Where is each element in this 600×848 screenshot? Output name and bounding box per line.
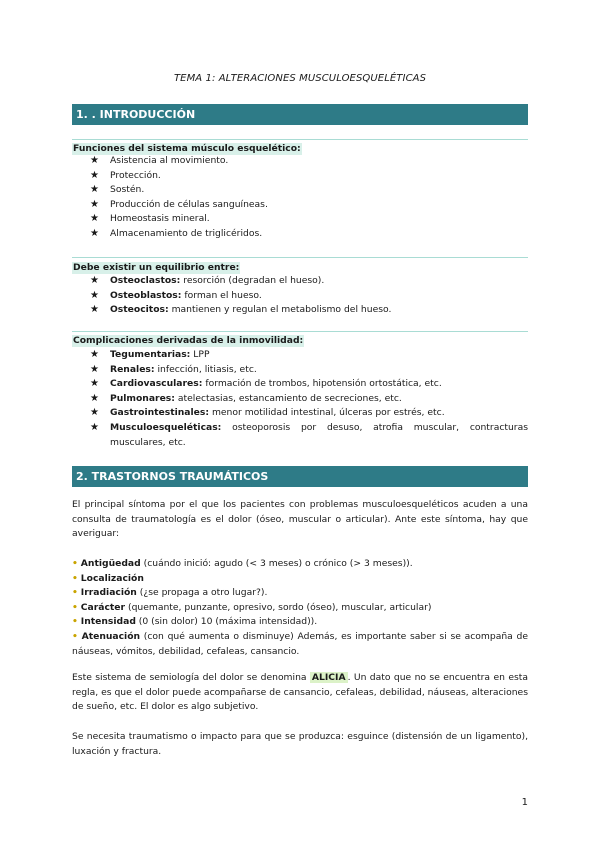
star-icon: ★ (90, 349, 99, 360)
list-item: ★ Protección. (72, 169, 528, 184)
star-icon: ★ (90, 378, 99, 390)
star-icon: ★ (90, 155, 99, 166)
star-icon: ★ (90, 304, 99, 316)
list-item: ★ Cardiovasculares: formación de trombos, hipotensión ortostática, etc. (72, 377, 528, 392)
list-item: ★ Tegumentarias: LPP (72, 348, 528, 363)
list-item: ★ Almacenamiento de triglicéridos. (72, 227, 528, 242)
divider (72, 257, 528, 258)
list-item: • Carácter (quemante, punzante, opresivo, sordo (óseo), muscular, articular) (72, 601, 432, 613)
star-icon: ★ (90, 184, 99, 196)
star-icon: ★ (90, 227, 99, 239)
alicia-list (72, 557, 528, 659)
list-item: ★ Gastrointestinales: menor motilidad intestinal, úlceras por estrés, etc. (72, 406, 528, 421)
funciones-list (72, 154, 528, 242)
list-item: ★ Sostén. (72, 183, 528, 198)
star-icon: ★ (90, 407, 99, 419)
list-item: • Intensidad (0 (sin dolor) 10 (máxima intensidad)). (72, 616, 318, 628)
list-item: ★ Osteoclastos: resorción (degradan el hueso). (72, 274, 528, 289)
star-icon: ★ (90, 392, 99, 404)
divider (72, 331, 528, 332)
star-icon: ★ (90, 169, 99, 181)
list-item: ★ Asistencia al movimiento. (72, 154, 528, 169)
list-item: ★ Producción de células sanguíneas. (72, 198, 528, 213)
list-item: ★ Homeostasis mineral. (72, 212, 528, 227)
alicia-paragraph: Este sistema de semiología del dolor se denomina ALICIA . Un dato que no se encuentra en esta regla, es que el dolor puede acompañarse de cansancio, cefaleas, debilidad, náuseas, alteraciones de sueño, etc. El dolor es algo subjetivo. (72, 672, 528, 713)
list-item: ★ Pulmonares: atelectasias, estancamiento de secreciones, etc. (72, 392, 528, 407)
star-icon: ★ (90, 275, 99, 286)
equilibrio-heading: Debe existir un equilibrio entre: (73, 262, 240, 273)
star-icon: ★ (90, 363, 99, 375)
list-item: ★ Musculoesqueléticas: osteoporosis por desuso, atrofia muscular, contracturas musculares, etc. (90, 421, 528, 448)
list-item: • Localización (72, 572, 144, 584)
list-item: • Atenuación (con qué aumenta o disminuye) Además, es importante saber si se acompaña de náuseas, vómitos, debilidad, cefaleas, cansancio. (72, 630, 528, 657)
list-item: ★ Osteoblastos: forman el hueso. (72, 289, 528, 304)
star-icon: ★ (90, 213, 99, 225)
star-icon: ★ (90, 421, 99, 433)
equilibrio-list (72, 274, 528, 318)
list-item: ★ Renales: infección, litiasis, etc. (72, 363, 528, 378)
page-number: 1 (521, 797, 528, 808)
list-item: ★ Osteocitos: mantienen y regulan el metabolismo del hueso. (72, 303, 528, 318)
funciones-heading: Funciones del sistema músculo esquelético: (73, 143, 301, 154)
section-1-header: 1. . INTRODUCCIÓN (72, 104, 528, 125)
star-icon: ★ (90, 289, 99, 301)
trauma-paragraph: Se necesita traumatismo o impacto para que se produzca: esguince (distensión de un ligamento), luxación y fractura. (72, 731, 528, 757)
alicia-highlight: ALICIA (311, 672, 346, 683)
document-title: TEMA 1: ALTERACIONES MUSCULOESQUELÉTICAS (173, 73, 427, 84)
intro-paragraph: El principal síntoma por el que los pacientes con problemas musculoesqueléticos acuden a una consulta de traumatología es el dolor (óseo, muscular o articular). Ante este síntoma, hay que averiguar: (72, 499, 528, 540)
complicaciones-heading: Complicaciones derivadas de la inmovilidad: (73, 335, 304, 346)
list-item: • Antigüedad (cuándo inició: agudo (< 3 meses) o crónico (> 3 meses)). (72, 558, 413, 569)
star-icon: ★ (90, 198, 99, 210)
list-item: • Irradiación (¿se propaga a otro lugar?). (72, 587, 268, 599)
divider (72, 139, 528, 140)
complicaciones-list (72, 348, 528, 450)
section-2-header: 2. TRASTORNOS TRAUMÁTICOS (72, 466, 528, 487)
